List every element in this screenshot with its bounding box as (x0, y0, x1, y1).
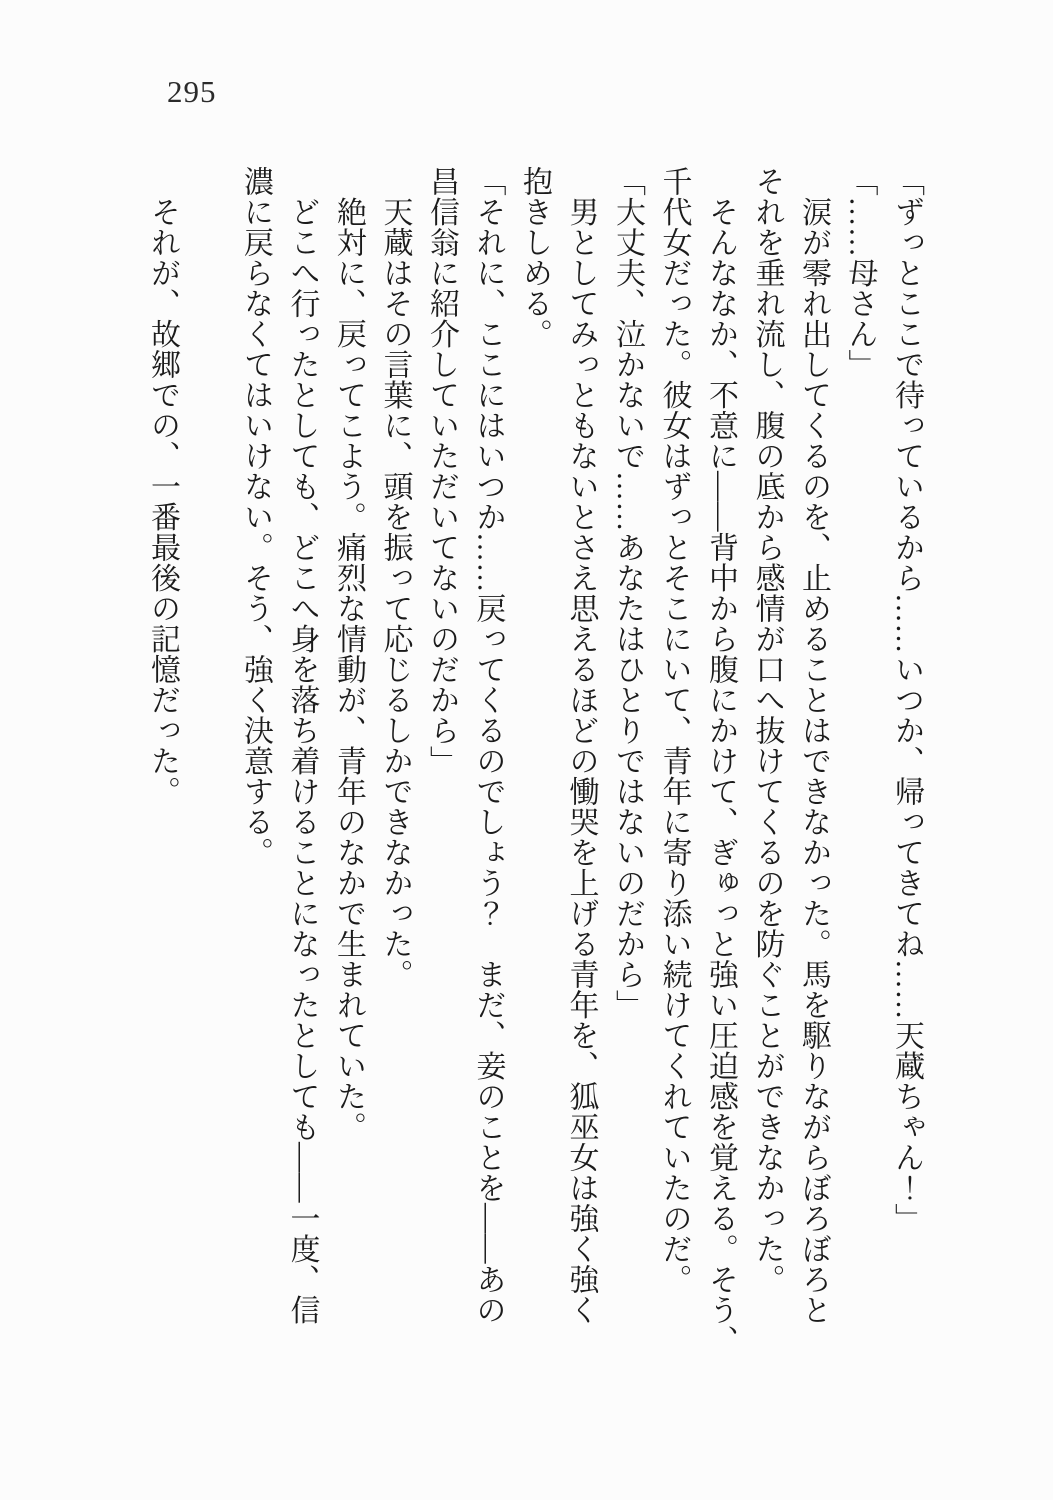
text-line: そんななか、不意に――背中から腹にかけて、ぎゅっと強い圧迫感を覚える。そう、 (704, 166, 737, 1356)
text-line: 男としてみっともないとさえ思えるほどの慟哭を上げる青年を、狐巫女は強く強く (564, 166, 598, 1325)
text-line: 天蔵はその言葉に、頭を振って応じるしかできなかった。 (378, 166, 412, 990)
text-line: どこへ行ったとしても、どこへ身を落ち着けることになったとしても――一度、信 (285, 166, 319, 1325)
text-line: 昌信翁に紹介していただいてないのだから」 (425, 166, 458, 776)
text-line: 「大丈夫、泣かないで……あなたはひとりではないのだから」 (611, 166, 644, 1020)
text-line: 抱きしめる。 (518, 166, 551, 349)
text-line: 濃に戻らなくてはいけない。そう、強く決意する。 (239, 166, 272, 868)
vertical-text-block (139, 166, 930, 1358)
text-line: それが、故郷での、一番最後の記憶だった。 (146, 166, 179, 807)
paragraph-break-line (185, 166, 232, 1358)
text-line: 千代女だった。彼女はずっとそこにいて、青年に寄り添い続けてくれていたのだ。 (657, 166, 691, 1295)
text-line: 涙が零れ出してくるのを、止めることはできなかった。馬を駆りながらぼろぼろと (797, 166, 830, 1325)
text-line: 絶対に、戻ってこよう。痛烈な情動が、青年のなかで生まれていた。 (332, 166, 365, 1142)
text-line: それを垂れ流し、腹の底から感情が口へ抜けてくるのを防ぐことができなかった。 (750, 166, 784, 1295)
text-line: 「……母さん」 (843, 166, 877, 380)
text-line: 「それに、ここにはいつか……戻ってくるのでしょう？ まだ、妾のことを――あの (471, 166, 505, 1325)
text-line: 「ずっとここで待っているから……いつか、帰ってきてね……天蔵ちゃん！」 (890, 166, 923, 1234)
page-number: 295 (167, 74, 217, 109)
